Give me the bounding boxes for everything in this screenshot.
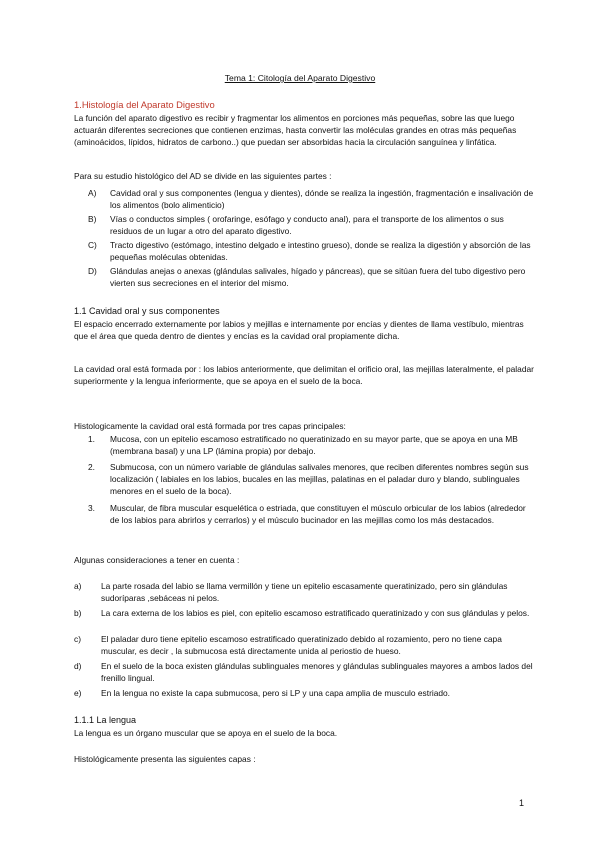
list-item-text: La parte rosada del labio se llama vermillón y tiene un epitelio escasamente queratinizado, pero sin glándulas sudoríparas ,sebáceas ni pelos. xyxy=(101,581,508,603)
list-item-label: 3. xyxy=(88,503,95,513)
intro-paragraph: La función del aparato digestivo es recibir y fragmentar los alimentos en porciones más pequeñas, sobre las que luego actuarán diferentes secreciones que contienen enzimas, hasta convertir las moléculas grandes en otras más pequeñas (aminoácidos, lípidos, hidratos de carbono..) que puedan ser absorbidas hacia la circulación sanguínea y linfática. xyxy=(74,113,517,147)
list-item-label: 1. xyxy=(88,434,95,444)
lengua-paragraph-2: Histológicamente presenta las siguientes capas : xyxy=(74,754,256,764)
list-item-text: Cavidad oral y sus componentes (lengua y dientes), dónde se realiza la ingestión, fragmentación e insalivación de los alimentos (bolo alimenticio) xyxy=(110,188,534,210)
list-item-label: b) xyxy=(74,608,82,618)
list-item-label: c) xyxy=(74,634,81,644)
page-number: 1 xyxy=(519,798,525,808)
list-item-text: Submucosa, con un número variable de glándulas salivales menores, que reciben diferentes nombres según sus localización ( labiales en los labios, bucales en las mejillas, palatinas en el paladar duro y blando, sublinguales menores en el suelo de la boca). xyxy=(110,462,529,496)
list-item-text: Muscular, de fibra muscular esquelética o estriada, que constituyen el músculo orbicular de los labios (alrededor de los labios para abrirlos y cerrarlos) y el músculo bucinador en las mejillas como los más destacados. xyxy=(110,503,526,525)
list-item-text: El paladar duro tiene epitelio escamoso estratificado queratinizado debido al rozamiento, pero no tiene capa muscular, es decir , la submucosa está directamente unida al periostio de hueso. xyxy=(101,634,502,656)
cavidad-paragraph-1: El espacio encerrado externamente por labios y mejillas e internamente por encías y dientes de llama vestíbulo, mientras que el área que queda dentro de dientes y encías es la cavidad oral propiamente dicha. xyxy=(74,319,524,341)
list-item-label: A) xyxy=(88,188,97,198)
list-item-label: C) xyxy=(88,240,97,250)
list-item-text: En el suelo de la boca existen glándulas sublinguales menores y glándulas sublinguales mayores a ambos lados del frenillo lingual. xyxy=(101,661,533,683)
considerations-intro: Algunas consideraciones a tener en cuenta : xyxy=(74,555,240,565)
list-item-label: e) xyxy=(74,688,82,698)
list-item-text: Tracto digestivo (estómago, intestino delgado e intestino grueso), donde se realiza la digestión y absorción de las pequeñas moléculas obtenidas. xyxy=(110,240,531,262)
document-title: Tema 1: Citología del Aparato Digestivo xyxy=(224,73,376,83)
list-item-text: Mucosa, con un epitelio escamoso estratificado no queratinizado en su mayor parte, que se apoya en una MB (membrana basal) y una LP (lámina propia) por debajo. xyxy=(110,434,518,456)
section-heading-histologia: 1.Histología del Aparato Digestivo xyxy=(74,99,215,110)
list-item-text: Vías o conductos simples ( orofaringe, esófago y conducto anal), para el transporte de los alimentos o sus residuos de un lugar a otro del aparato digestivo. xyxy=(110,214,504,236)
list-item-label: B) xyxy=(88,214,97,224)
lengua-paragraph-1: La lengua es un órgano muscular que se apoya en el suelo de la boca. xyxy=(74,728,338,738)
list-item-label: a) xyxy=(74,581,82,591)
list-item-text: La cara externa de los labios es piel, con epitelio escamoso estratificado queratinizado y con sus glándulas y pelos. xyxy=(101,608,530,618)
parts-intro: Para su estudio histológico del AD se divide en las siguientes partes : xyxy=(74,171,332,181)
list-item-label: 2. xyxy=(88,462,95,472)
layers-intro: Histologicamente la cavidad oral está formada por tres capas principales: xyxy=(74,421,346,431)
subsection-heading-lengua: 1.1.1 La lengua xyxy=(74,715,137,725)
list-item-text: Glándulas anejas o anexas (glándulas salivales, hígado y páncreas), que se sitúan fuera del tubo digestivo pero vierten sus secreciones en el interior del mismo. xyxy=(110,266,526,288)
list-item-label: d) xyxy=(74,661,82,671)
cavidad-paragraph-2: La cavidad oral está formada por : los labios anteriormente, que delimitan el orificio oral, las mejillas lateralmente, el paladar superiormente y la lengua inferiormente, que se apoya en el suelo de la boca. xyxy=(74,364,534,386)
subsection-heading-cavidad-oral: 1.1 Cavidad oral y sus componentes xyxy=(74,306,220,316)
list-item-text: En la lengua no existe la capa submucosa, pero si LP y una capa amplia de musculo estriado. xyxy=(101,688,451,698)
list-item-label: D) xyxy=(88,266,97,276)
